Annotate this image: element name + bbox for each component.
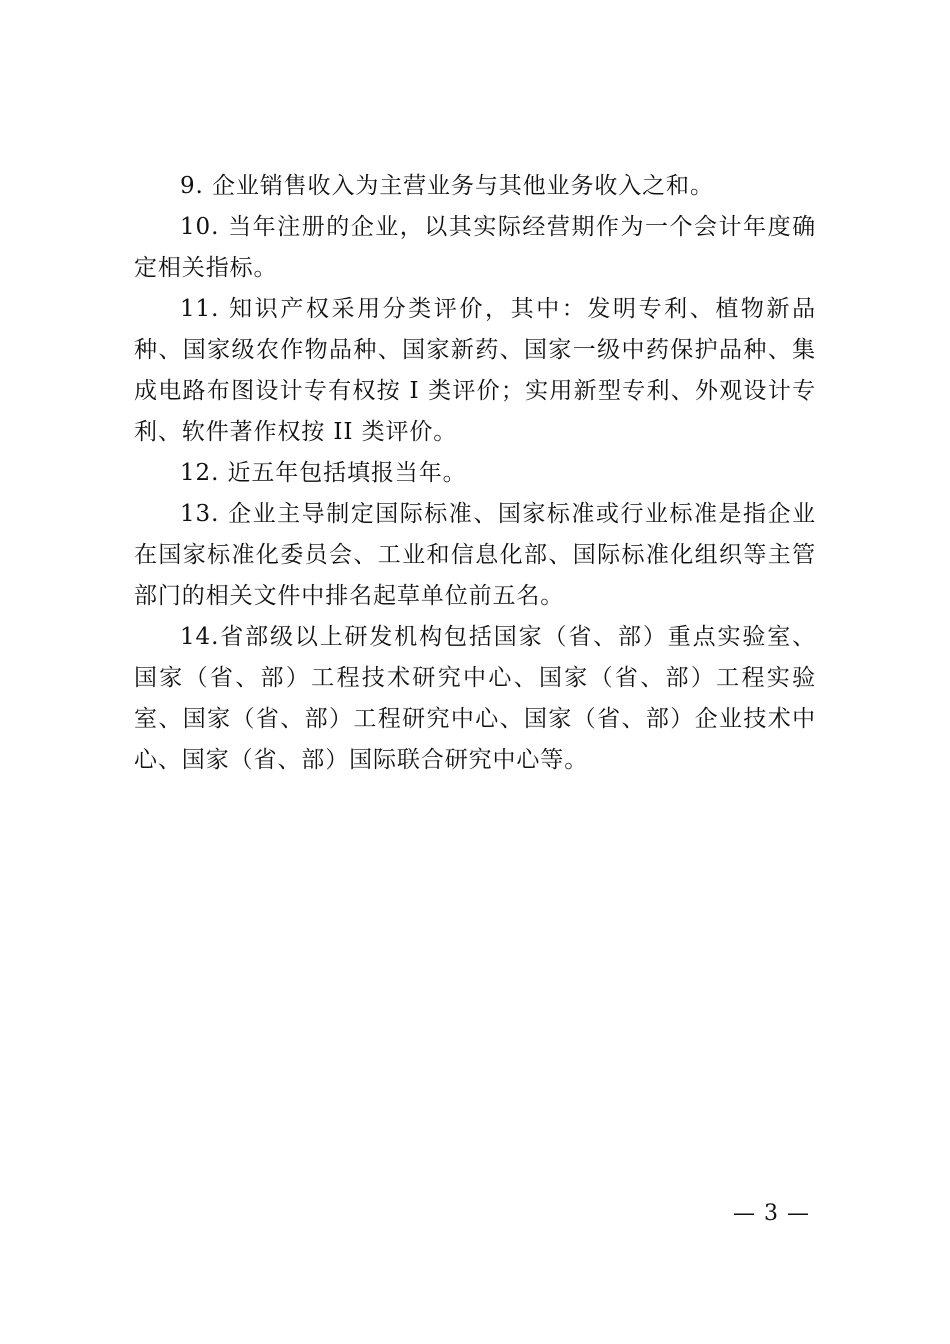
paragraph-14: 14.省部级以上研发机构包括国家（省、部）重点实验室、国家（省、部）工程技术研究中心、国家（省、部）工程实验室、国家（省、部）工程研究中心、国家（省、部）企业技术中心、国家（省、部）国际联合研究中心等。 [134,624,816,773]
document-body [134,166,816,781]
page-number: — 3 — [733,1201,810,1226]
paragraph-13: 13. 企业主导制定国际标准、国家标准或行业标准是指企业在国家标准化委员会、工业和信息化部、国际标准化组织等主管部门的相关文件中排名起草单位前五名。 [134,501,816,609]
paragraph-12: 12. 近五年包括填报当年。 [180,460,467,486]
paragraph-10: 10. 当年注册的企业，以其实际经营期作为一个会计年度确定相关指标。 [134,214,816,281]
paragraph-9: 9. 企业销售收入为主营业务与其他业务收入之和。 [180,173,714,199]
paragraph-11: 11. 知识产权采用分类评价，其中：发明专利、植物新品种、国家级农作物品种、国家新药、国家一级中药保护品种、集成电路布图设计专有权按 I 类评价；实用新型专利、外观设计专利、软件著作权按 II 类评价。 [134,296,816,445]
